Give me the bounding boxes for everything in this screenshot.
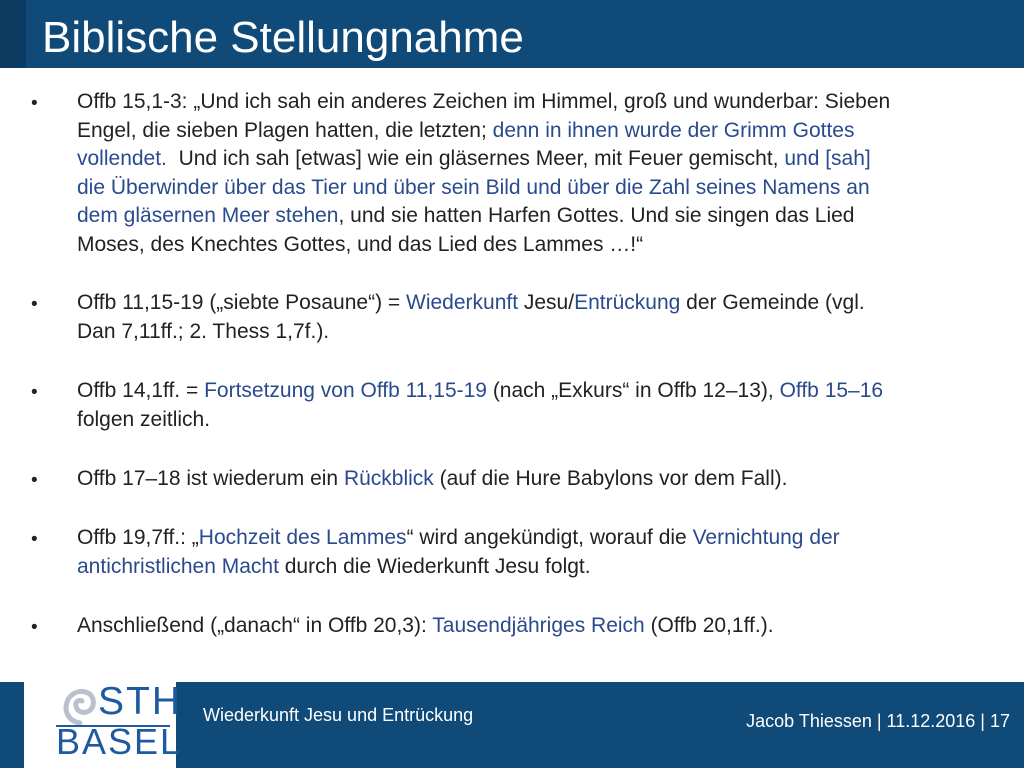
footer-topic: Wiederkunft Jesu und Entrückung <box>203 705 474 725</box>
highlighted-text: Offb 15–16 <box>779 379 884 402</box>
bullet-line <box>77 145 1002 174</box>
text-run: Moses, des Knechtes Gottes, und das Lied des Lammes …!“ <box>77 232 644 256</box>
highlighted-text: Entrückung <box>574 291 681 314</box>
highlighted-text: antichristlichen Macht <box>77 554 279 578</box>
bullet-marker: • <box>31 294 38 315</box>
bullet-text <box>77 465 1002 494</box>
bullet-line <box>77 524 1002 553</box>
bullet-text <box>77 524 1002 581</box>
bullet-marker: • <box>31 382 38 403</box>
text-run: folgen zeitlich. <box>77 407 211 431</box>
highlighted-text: Rückblick <box>343 467 434 490</box>
bullet-line <box>77 202 1002 231</box>
bullet-line <box>77 612 1002 641</box>
bullet-line <box>77 117 1002 146</box>
highlighted-text: Wiederkunft <box>406 291 519 314</box>
text-run: “ wird angekündigt, worauf die <box>406 526 693 549</box>
highlighted-text: Fortsetzung von Offb 11,15-19 <box>204 379 487 402</box>
bullet-line <box>77 174 1002 203</box>
title-bar-accent <box>0 0 26 68</box>
text-run: (auf die Hure Babylons vor dem Fall). <box>433 467 788 490</box>
bullet-marker: • <box>31 617 38 638</box>
bullet-line <box>77 88 1002 117</box>
text-run: (Offb 20,1ff.). <box>644 614 774 637</box>
bullet-marker: • <box>31 93 38 114</box>
logo-basel-text: BASEL <box>56 721 183 762</box>
bullet-text <box>77 289 1002 346</box>
text-run: durch die Wiederkunft Jesu folgt. <box>278 554 591 578</box>
bullet-line <box>77 406 1002 435</box>
text-run: , und sie hatten Harfen Gottes. Und sie singen das Lied <box>338 204 855 228</box>
bullet-marker: • <box>31 529 38 550</box>
bullet-line <box>77 465 1002 494</box>
text-run: der Gemeinde (vgl. <box>680 291 865 314</box>
highlighted-text: und [sah] <box>784 147 871 171</box>
text-run: Anschließend („danach“ in Offb 20,3): <box>77 614 433 637</box>
highlighted-text: die Überwinder über das Tier und über sein Bild und über die Zahl seines Namens an <box>77 175 870 199</box>
footer-author-date-page: Jacob Thiessen | 11.12.2016 | 17 <box>746 711 1010 731</box>
bullet-line <box>77 231 1002 260</box>
highlighted-text: Vernichtung der <box>692 526 840 549</box>
text-run: (nach „Exkurs“ in Offb 12–13), <box>486 379 780 402</box>
bullet-line <box>77 318 1002 347</box>
bullet-line <box>77 377 1002 406</box>
highlighted-text: Tausendjähriges Reich <box>432 614 645 637</box>
highlighted-text: dem gläsernen Meer stehen <box>77 204 339 228</box>
highlighted-text: Hochzeit des Lammes <box>198 526 407 549</box>
bullet-marker: • <box>31 470 38 491</box>
sth-basel-logo <box>24 680 183 768</box>
text-run: Offb 15,1-3: „Und ich sah ein anderes Zeichen im Himmel, groß und wunderbar: Sieben <box>77 90 891 113</box>
text-run: Engel, die sieben Plagen hatten, die letzten; <box>77 118 493 142</box>
text-run: Und ich sah [etwas] wie ein gläsernes Meer, mit Feuer gemischt, <box>166 147 785 171</box>
bullet-line <box>77 289 1002 318</box>
highlighted-text: denn in ihnen wurde der Grimm Gottes <box>492 118 855 142</box>
text-run: Offb 14,1ff. = <box>77 379 205 402</box>
bullet-line <box>77 553 1002 582</box>
bullet-text <box>77 612 1002 641</box>
bullet-text <box>77 377 1002 434</box>
bullet-text <box>77 88 1002 260</box>
text-run: Offb 19,7ff.: „ <box>77 526 199 549</box>
text-run: Dan 7,11ff.; 2. Thess 1,7f.). <box>77 319 330 343</box>
slide-title: Biblische Stellungnahme <box>42 13 524 62</box>
logo-sth-text: STH <box>98 680 182 723</box>
text-run: Offb 17–18 ist wiederum ein <box>77 467 344 490</box>
text-run: Jesu/ <box>518 291 575 314</box>
text-run: Offb 11,15-19 („siebte Posaune“) = <box>77 291 406 314</box>
highlighted-text: vollendet. <box>77 147 167 171</box>
